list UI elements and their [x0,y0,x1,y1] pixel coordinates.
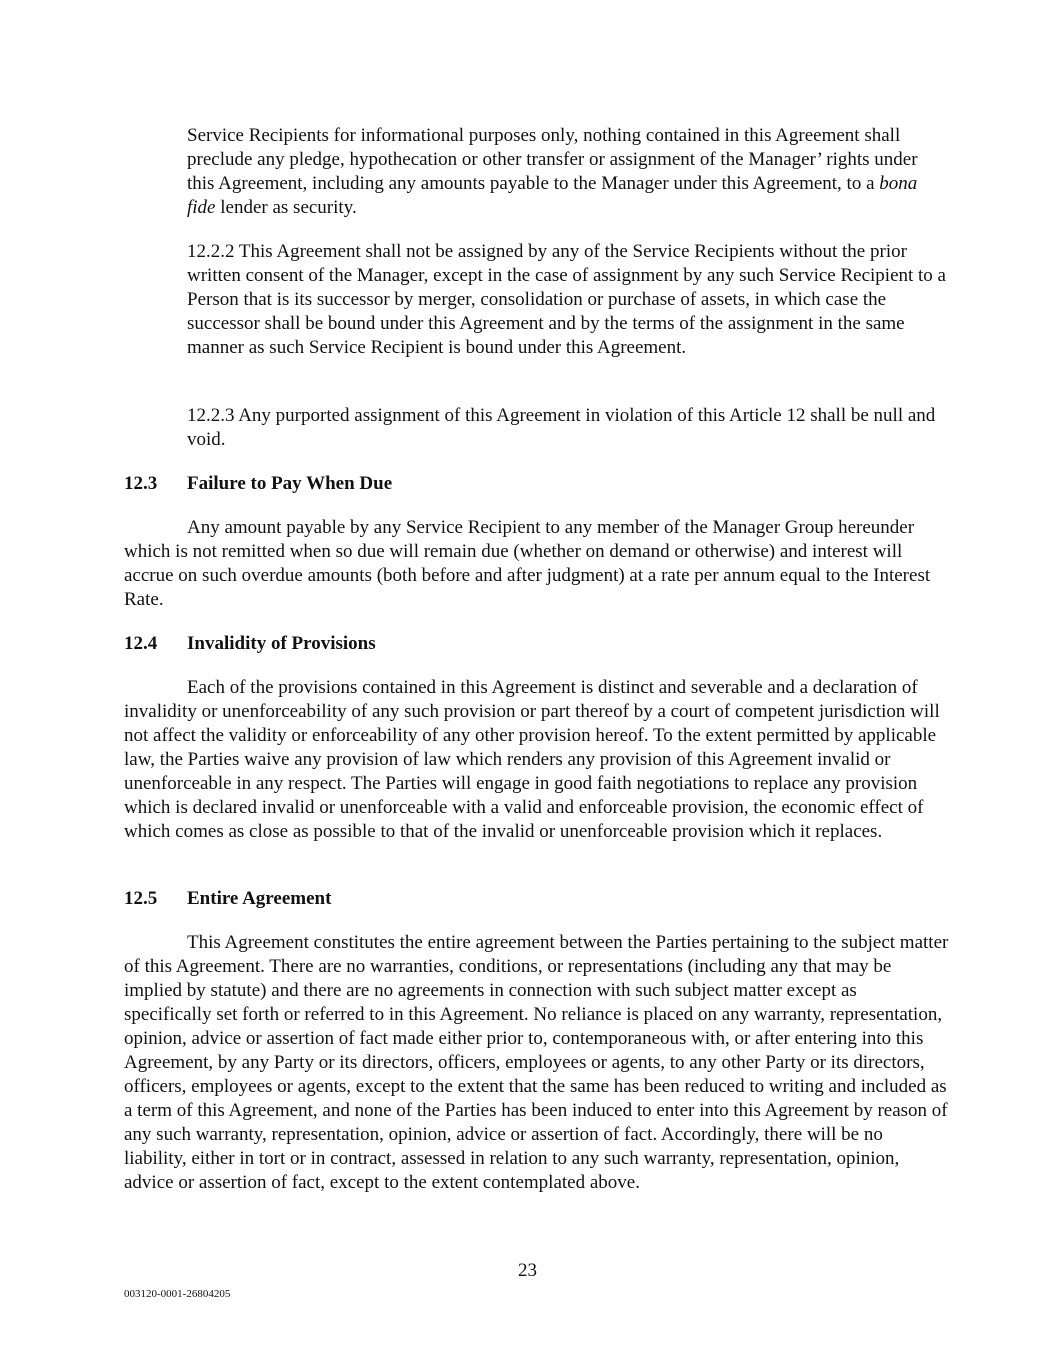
continuation-text-end: lender as security. [215,197,357,218]
section-body-12-4: Each of the provisions contained in this Agreement is distinct and severable and a declaration of invalidity or unenforceability of any such provision or part thereof by a court of competent jurisdiction will not affect the validity or enforceability of any other provision hereof. To the extent permitted by applicable law, the Parties waive any provision of law which renders any provision of this Agreement invalid or unenforceable in any respect. The Parties will engage in good faith negotiations to replace any provision which is declared invalid or unenforceable with a valid and enforceable provision, the economic effect of which comes as close as possible to that of the invalid or unenforceable provision which it replaces. [124,677,940,842]
continuation-paragraph [187,124,947,220]
section-heading-12-4 [124,632,376,656]
paragraph-12-2-3: 12.2.3 Any purported assignment of this Agreement in violation of this Article 12 shall be null and void. [187,405,936,450]
continuation-italic-term: bona fide [187,173,918,218]
section-number: 12.3 [124,473,158,494]
continuation-text-start: Service Recipients for informational purposes only, nothing contained in this Agreement shall preclude any pledge, hypothecation or other transfer or assignment of the Manager’ rights under this Agreement, including any amounts payable to the Manager under this Agreement, to a [187,125,918,194]
section-body-12-5: This Agreement constitutes the entire agreement between the Parties pertaining to the subject matter of this Agreement. There are no warranties, conditions, or representations (including any that may be implied by statute) and there are no agreements in connection with such subject matter except as specifically set forth or referred to in this Agreement. No reliance is placed on any warranty, representation, opinion, advice or assertion of fact made either prior to, contemporaneous with, or after entering into this Agreement, by any Party or its directors, officers, employees or agents, to any other Party or its directors, officers, employees or agents, except to the extent that the same has been reduced to writing and included as a term of this Agreement, and none of the Parties has been induced to enter into this Agreement by reason of any such warranty, representation, opinion, advice or assertion of fact. Accordingly, there will be no liability, either in tort or in contract, assessed in relation to any such warranty, representation, opinion, advice or assertion of fact, except to the extent contemplated above. [124,932,949,1193]
section-heading-12-5 [124,887,331,911]
section-number: 12.5 [124,888,158,909]
section-title: Failure to Pay When Due [187,473,393,494]
page-number: 23 [518,1260,537,1281]
paragraph-12-2-2: 12.2.2 This Agreement shall not be assigned by any of the Service Recipients without the prior written consent of the Manager, except in the case of assignment by any such Service Recipient to a Person that is its successor by merger, consolidation or purchase of assets, in which case the successor shall be bound under this Agreement and by the terms of the assignment in the same manner as such Service Recipient is bound under this Agreement. [187,241,946,358]
section-number: 12.4 [124,633,158,654]
section-heading-12-3 [124,472,392,496]
section-title: Invalidity of Provisions [187,633,376,654]
document-id: 003120-0001-26804205 [124,1288,231,1300]
section-title: Entire Agreement [187,888,332,909]
section-body-12-3: Any amount payable by any Service Recipient to any member of the Manager Group hereunder which is not remitted when so due will remain due (whether on demand or otherwise) and interest will accrue on such overdue amounts (both before and after judgment) at a rate per annum equal to the Interest Rate. [124,517,931,610]
